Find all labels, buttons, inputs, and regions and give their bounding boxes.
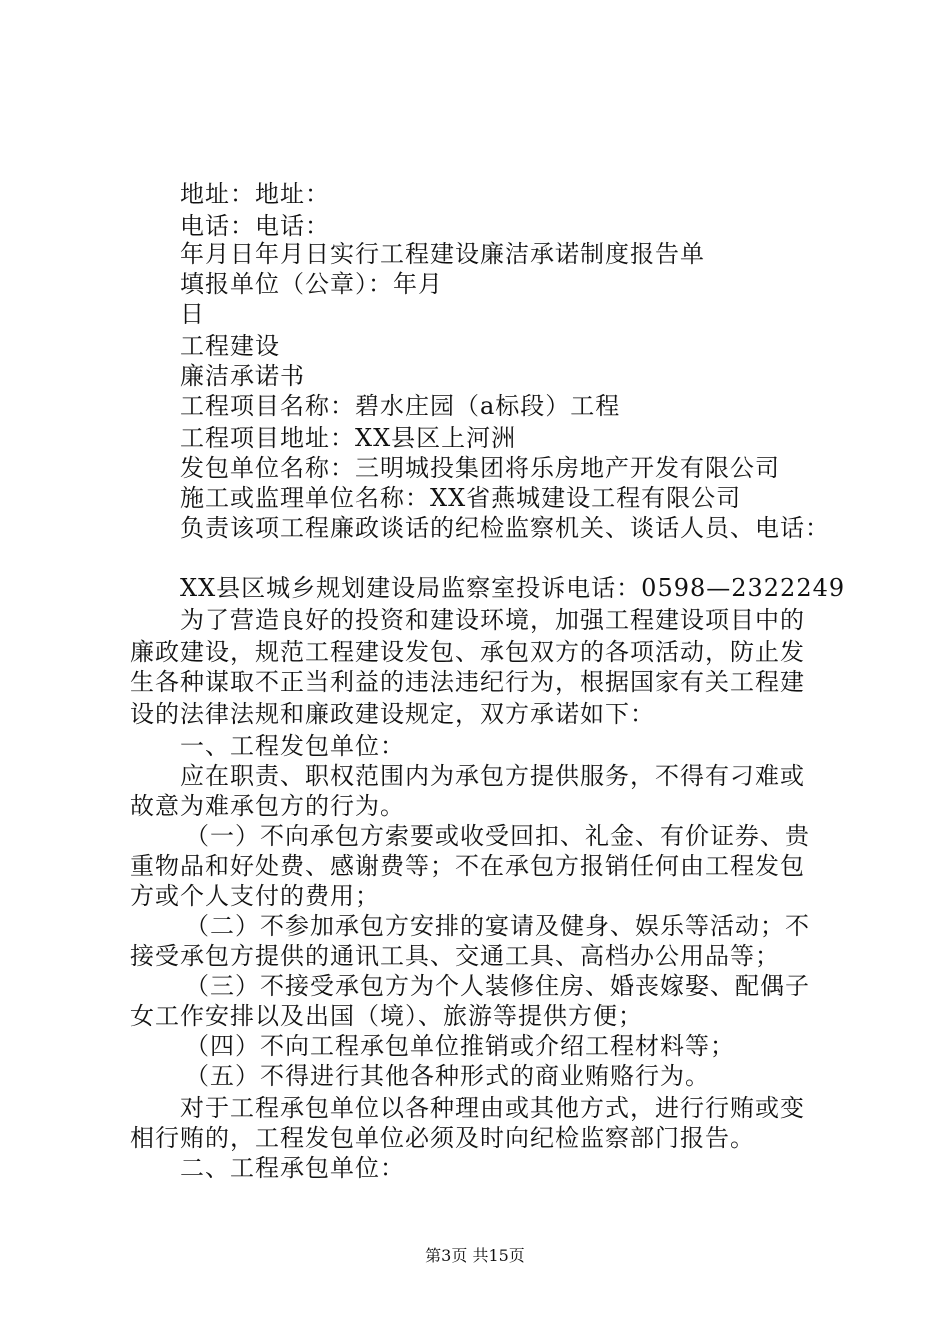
heading-line-1: 工程建设 [180, 332, 280, 360]
clause-line: 女工作安排以及出国（境）、旅游等提供方便； [130, 1002, 643, 1030]
complaint-phone: XX县区城乡规划建设局监察室投诉电话：0598—2322249 [180, 574, 846, 602]
clause-line: （三）不接受承包方为个人装修住房、婚丧嫁娶、配偶子 [185, 972, 810, 1000]
project-address: 工程项目地址：XX县区上河洲 [180, 424, 517, 452]
clause-line: （四）不向工程承包单位推销或介绍工程材料等； [185, 1032, 735, 1060]
clause-line: （一）不向承包方索要或收受回扣、礼金、有价证券、贵 [185, 822, 810, 850]
paragraph-line: 为了营造良好的投资和建设环境，加强工程建设项目中的 [180, 606, 805, 634]
clause-line: 方或个人支付的费用； [130, 882, 380, 910]
paragraph-line: 故意为难承包方的行为。 [130, 792, 405, 820]
employer-name: 发包单位名称：三明城投集团将乐房地产开发有限公司 [180, 454, 780, 482]
phone-line: 电话：电话： [180, 212, 330, 240]
day-line: 日 [180, 300, 205, 328]
section-heading: 二、工程承包单位： [180, 1154, 405, 1182]
paragraph-line: 生各种谋取不正当利益的违法违纪行为，根据国家有关工程建 [130, 668, 805, 696]
address-line: 地址：地址： [180, 180, 330, 208]
page-number: 第3页 共15页 [425, 1246, 525, 1265]
project-name: 工程项目名称：碧水庄园（a标段）工程 [180, 392, 621, 420]
clause-line: 接受承包方提供的通讯工具、交通工具、高档办公用品等； [130, 942, 780, 970]
section-heading: 一、工程发包单位： [180, 732, 405, 760]
clause-line: （五）不得进行其他各种形式的商业贿赂行为。 [185, 1062, 710, 1090]
filing-unit: 填报单位（公章）：年月 [180, 270, 443, 298]
contractor-name: 施工或监理单位名称：XX省燕城建设工程有限公司 [180, 484, 742, 512]
clause-line: （二）不参加承包方安排的宴请及健身、娱乐等活动；不 [185, 912, 810, 940]
paragraph-line: 廉政建设，规范工程建设发包、承包双方的各项活动，防止发 [130, 638, 805, 666]
heading-line-2: 廉洁承诺书 [180, 362, 305, 390]
paragraph-line: 对于工程承包单位以各种理由或其他方式，进行行贿或变 [180, 1094, 805, 1122]
paragraph-line: 设的法律法规和廉政建设规定，双方承诺如下： [130, 700, 655, 728]
paragraph-line: 应在职责、职权范围内为承包方提供服务，不得有刁难或 [180, 762, 805, 790]
paragraph-line: 相行贿的，工程发包单位必须及时向纪检监察部门报告。 [130, 1124, 755, 1152]
clause-line: 重物品和好处费、感谢费等；不在承包方报销任何由工程发包 [130, 852, 805, 880]
supervision-line: 负责该项工程廉政谈话的纪检监察机关、谈话人员、电话： [180, 514, 830, 542]
report-title: 年月日年月日实行工程建设廉洁承诺制度报告单 [180, 240, 705, 268]
